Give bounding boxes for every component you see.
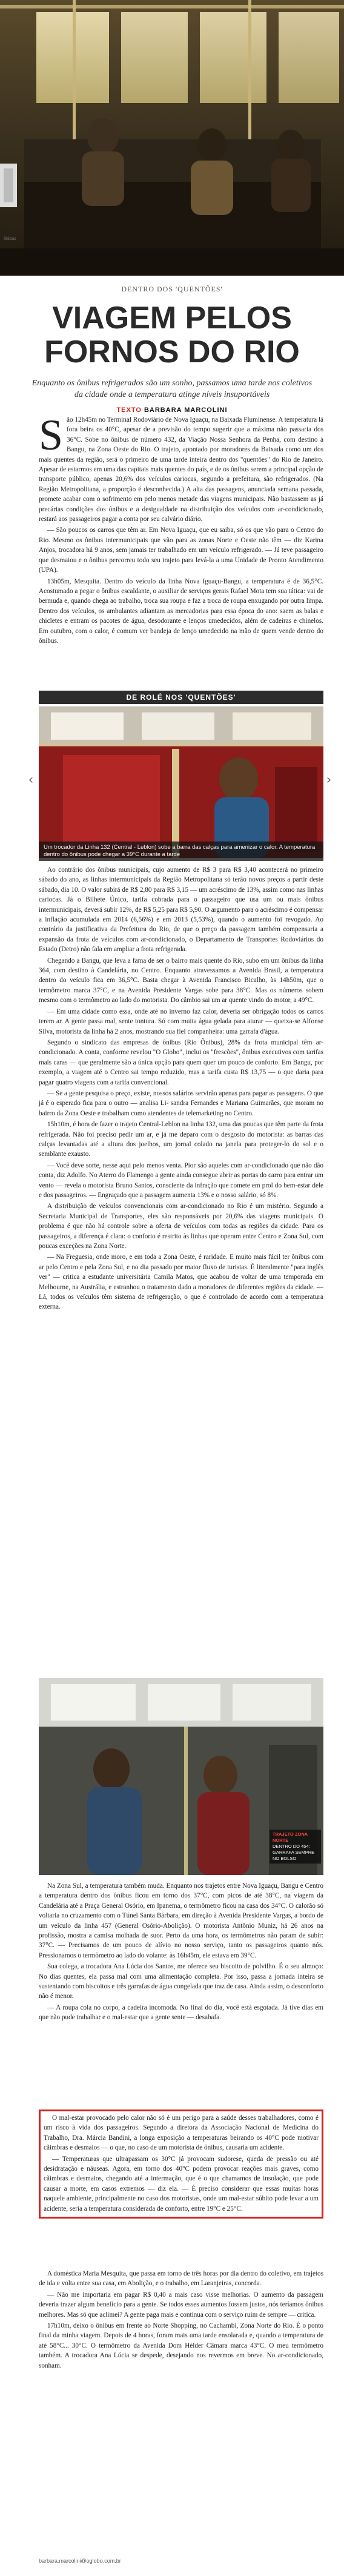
chevron-right-icon[interactable]: › [326,772,332,788]
section-title: DE ROLÉ NOS 'QUENTÕES' [39,691,323,704]
paragraph: Na Zona Sul, a temperatura também muda. Enquanto nos trajetos entre Nova Iguaçu, Bangu e Centro a temperatura dentro dos ônibus ficou em torno dos 37°C, com picos de até 38°C, na viagem da Candelária até a Praça General Osório, em Ipanema, o termômetro ficou na casa dos 34°C. O calorão só voltaria no cruzamento com o Túnel Santa Bárbara, em direção à Avenida Presidente Vargas, a bordo de um veículo da linha 457 (General Osório-Abolição). O motorista Antônio Muniz, há 26 anos na profissão, mostra a camisa molhada de suor. Perto da uma hora, os termômetros não param de subir: 37°C. — Precisamos de um pouco de alívio no nosso serviço, tanto os passageiros quanto nós. Pressionamos o termômetro ao lado do volante: às 16h45m, ele estava em 39°C. [39,1882,323,1959]
paragraph: — Você deve sorte, nesse aqui pelo menos venta. Pior são aqueles com ar-condicionado que não dão conta, diz Adolfo. No Aterro do Flamengo a gente ainda consegue abrir as portas do carro para entrar um vento — revela o motorista Bruno Santos, consciente da infração que comete em prol do bem-estar dele e dos passageiros. — Engraçado que a passagem aumenta 13% e o nosso salário, só 8%. [39,1161,323,1199]
chevron-left-icon[interactable]: ‹ [28,772,34,788]
paragraph: 15h10m, é hora de fazer o trajeto Central-Leblon na linha 132, uma das poucas que têm parte da frota refrigerada. Não foi preciso pedir um ar, e já me deparo com o desgosto do motorista: as barras das calças levantadas até a altura dos joelhos, um jornal colado na janela para proteger-lo do sol e o semblante exausto. [39,1121,323,1158]
inset-caption-line-1: DENTRO DO 454: [273,1844,310,1849]
author-email[interactable]: barbara.marcolini@oglobo.com.br [39,2558,121,2564]
paragraph: Sua colega, a trocadora Ana Lúcia dos Santos, me oferece seu biscoito de polvilho. É o seu almoço: No dias quentes, ela passa mal com uma alimentação completa. Por isso, passa a jornada inteira se sustentando com biscoitos e três garrafas de água congelada que traz de casa. Ainda assim, o desconforto não é menor. [39,1963,323,2000]
headline [0,301,344,369]
side-rail [0,164,17,207]
paragraph: Ao contrário dos ônibus municipais, cujo aumento de R$ 3 para R$ 3,40 acontecerá no primeiro sábado do ano, as linhas intermunicipais da Região Metropolitana só terão novos preços a partir deste sábado, dia 10. O valor subirá de R$ 2,80 para R$ 3,15 — um acréscimo de 13%, assim como nas linhas cariocas. Já o Bilhete Único, tarifa cobrada para o passageiro que usa um ou mais ônibus intermunicipais, deverá subir 12%, de R$ 5,25 para R$ 5,90. O argumento para o acréscimo é compensar a inflação acumulada em 2014 (6,56%) e em 2013 (5,53%), quando o aumento foi revogado. Ao contrário da justificativa da Prefeitura do Rio, de que o preço da passagem também compensaria a expansão da frota de veículos com ar-condicionado, o Departamento de Transportes Rodoviários do Estado (Detro) não fala em ampliar a frota refrigerada. [39,866,323,954]
photo-caption: Um trocador da Linha 132 (Central - Leblon) sobe a barra das calças para amenizar o calor. A temperatura dentro do ônibus pode chegar a 39°C durante a tarde [39,842,323,861]
intro-paragraph [39,411,323,524]
paragraph: — São poucos os carros que têm ar. Em Nova Iguaçu, que eu saiba, só os que vão para o Centro do Rio. Mesmo os ônibus intermunicipais que vão para as zonas Norte e Oeste não têm — diz Karina Anjos, trocadora há 9 anos, sem jamais ter trabalhado em um veículo refrigerado. — Já teve passageiro que desmaiou e o ônibus percorreu todo seu trajeto para levá-la a uma Unidade de Pronto Atendimento (UPA). [39,526,323,574]
body-text-d [39,2269,323,2372]
rail-label: ônibus [4,237,16,241]
kicker: DENTRO DOS 'QUENTÕES' [121,285,223,293]
highlighted-passage [39,2110,323,2219]
byline-name: BARBARA MARCOLINI [144,407,228,414]
byline-tag: TEXTO [116,407,142,414]
paragraph: — Não me importaria em pagar R$ 0,40 a mais caso visse melhorias. O aumento da passagem deveria trazer algum benefício para a gente. Se todos esses aumentos fossem justos, nós teríamos ônibus melhores. Mas só que aclimei? A gente paga mais e continua com o serviço ruim de sempre — critica. [39,2291,323,2319]
paragraph: A distribuição de veículos convencionais com ar-condicionado no Rio é um mistério. Segundo a Secretaria Municipal de Transportes, eles são responsáveis por 20,6% das viagens municipais. O problema é que não há controle sobre a oferta de veículos com todas as regiões da cidade. Para os passageiros, a diferença é clara: o conforto é restrito às linhas que operam entre Centro e Zona Sul, com poucas exceções na Zona Norte. [39,1203,323,1250]
paragraph: — Temperaturas que ultrapassam os 30°C já provocam sudorese, queda de pressão ou até desidratação e náuseas. Agora, em torno dos 40°C podem provocar reações mais graves, como cãimbras e desmaios, chegando até a intermação, que é o que chamamos de insolação, que pode causar a morte, em casos extremos — diz ela. — É preciso considerar que essas muitas horas naquele ambiente, principalmente no caso dos motoristas, onde um mal-estar súbito pode levar a um acidente, seria a temperatura considerada de conforto, entre 19°C e 25°C. [44,2155,319,2213]
headline-line-1: VIAGEM PELOS [52,300,292,336]
headline-line-2: FORNOS DO RIO [44,334,300,370]
body-text-b [39,865,323,1313]
paragraph: — Na Freguesia, onde moro, e em toda a Zona Oeste, é raridade. E muito mais fácil ter ônibus com ar pelo Centro e pela Zona Sul, e no dia passado por maior fluxo de turistas. É literalmente "para inglês ver" — critica a estudante universitária Camila Matos, que acabou de voltar de uma temporada em Melbourne, na Austrália, e estranhou o tratamento dado a moradores de diferentes regiões da cidade. — Lá, todos os veículos têm sistema de refrigeração, o que é controlado de acordo com a temperatura externa. [39,1253,323,1311]
paragraph: — Em uma cidade como essa, onde até no inverno faz calor, deveria ser obrigação todos os carros terem ar. A gente passa mal, sente tontura. Só com muita água gelada para aturar — queixa-se Alfonse Silva, motorista da linha há 2 anos, mostrando sua fiel companheira: uma garrafa d'água. [39,1007,323,1035]
paragraph: — A roupa cola no corpo, a cadeira incomoda. No final do dia, você está esgotada. Já tive dias em que não pude trabalhar e o mal-estar que a gente sente — desabafa. [39,2003,323,2022]
paragraph: — Se a gente pesquisa o preço, existe, nossos salários servirão apenas para pagar as passagens. O que já é o esperado fica para o outro — analisa Li- sandra Fernandes e Mariana Guimarães, que moram no bairro da Zona Oeste e trabalham como atendentes de telemarketing no Centro. [39,1089,323,1117]
intro-text [39,411,323,647]
inset-caption [270,1830,321,1864]
deck: Enquanto os ônibus refrigerados são um sonho, passamos uma tarde nos coletivos da cidade onde a temperatura atinge níveis insuportáveis [31,379,313,399]
hero-photo [0,0,344,276]
paragraph: Segundo o sindicato das empresas de ônibus (Rio Ônibus), 28% da frota municipal têm ar-condicionado. A conta, conforme revelou "O Globo", inclui os "frescões", ônibus executivos com tarifas mais caras — que geralmente são a única opção para quem quer um pouco de conforto. Em Bangu, por exemplo, a viagem até o Centro sai tempo reduzido, mas a tarifa custa R$ 13,75 — o que daria para pagar quatro viagens com a tarifa convencional. [39,1038,323,1086]
paragraph: Chegando a Bangu, que leva a fama de ser o bairro mais quente do Rio, subo em um ônibus da linha 364, com destino à Candelária, no Centro. Enquanto atravessamos a Avenida Brasil, a temperatura dentro do veículo fica em 36,5°C. Basta chegar à Avenida Francisco Bicalho, às 14h50m, que o termômetro marca 37°C, e na Avenida Presidente Vargas sobe para 38°C. Mas os números sobem mesmo com o termômetro ao lado do motorista. Do câmbio sai um ar quente vindo do motor, a 49°C. [39,957,323,1004]
bus-photo-1 [39,706,323,858]
paragraph: 17h10m, deixo o ônibus em frente ao Norte Shopping, no Cachambi, Zona Norte do Rio. É o ponto final da minha viagem. Depois de 4 horas, foram mais uma tarde ensolarada e, quando a temperatura de até 58°C... 30°C. O termômetro da Avenida Dom Hélder Câmara marca 43°C. O meu termômetro também. A trocadora Ana Lúcia se despede, desejando nos revermos em breve. No ar-condicionado, sonham. [39,2322,323,2369]
paragraph: 13h05m, Mesquita. Dentro do veículo da linha Nova Iguaçu-Bangu, a temperatura é de 36,5°C. Acostumado a pegar o ônibus escaldante, o auxiliar de serviços gerais Rafael Mota tem sua tática: vai de bermuda e, quando chega ao trabalho, troca sua roupa e faz a troca de roupa enxugando por outra limpa. Dentro dos veículos, os ambulantes adiantam as mercadorias para essa época do ano: saem as balas e chicletes e entram os pacotes de água, desodorante e lenços umedecidos, além de cadeiras e chinelos. Em outubro, com o calor, é comum ver bandeja de lenço umedecido na mão de quem vende dentro do ônibus. [39,577,323,645]
inset-caption-line-2: GARRAFA SEMPRE NO BOLSO [273,1850,315,1861]
dropcap: S [39,411,64,459]
inset-caption-title: TRAJETO ZONA NORTE [273,1831,308,1843]
intro-body: ão 12h45m no Terminal Rodoviário de Nova Iguaçu, na Baixada Fluminense. A temperatura lá fora beira os 40°C, apesar de a previsão do tempo sugerir que a máxima não passaria dos 36°C. Sobe no ônibus de número 432, da Viação Nossa Senhora da Penha, com destino à Bangu, na Zona Oeste do Rio. O trajeto, apontado por moradores da Baixada como um dos mais quentes da região, será o primeiro de uma tarde inteira dentro dos "quentões" do Rio de Janeiro. Apesar de estarmos em uma das capitais mais quentes do país, e de os ônibus serem a principal opção de transporte público, apenas 20,6% dos veículos cariocas, segundo a prefeitura, são refrigerados. (Na Região Metropolitana, a proporção é desconhecida.) A alta das passagens, anunciada semana passada, promete acabar com o sofrimento em pelo menos metade das viagens municipais. Não bastassem as já precárias condições dos ônibus e a desigualdade na distribuição dos veículos com ar-condicionado, restará aos passageiros pagar a conta por seu calvário diário. [39,416,323,523]
paragraph: A doméstica Maria Mesquita, que passa em torno de três horas por dia dentro do coletivo, em trajetos de ida e volta entre sua casa, em Abolição, e o trabalho, em Laranjeiras, concorda. [39,2270,323,2288]
article-header [0,285,344,414]
paragraph: O mal-estar provocado pelo calor não só é um perigo para a saúde desses trabalhadores, como é um risco à vida dos passageiros. Segundo a diretora da Associação Nacional de Medicina do Trabalho, Dra. Márcia Bandini, a longa exposição a temperaturas beirando os 40°C pode motivar cãimbras e desmaios — o que, no caso de um motorista de ônibus, causaria um acidente. [44,2114,319,2152]
body-text-c [39,1881,323,2024]
